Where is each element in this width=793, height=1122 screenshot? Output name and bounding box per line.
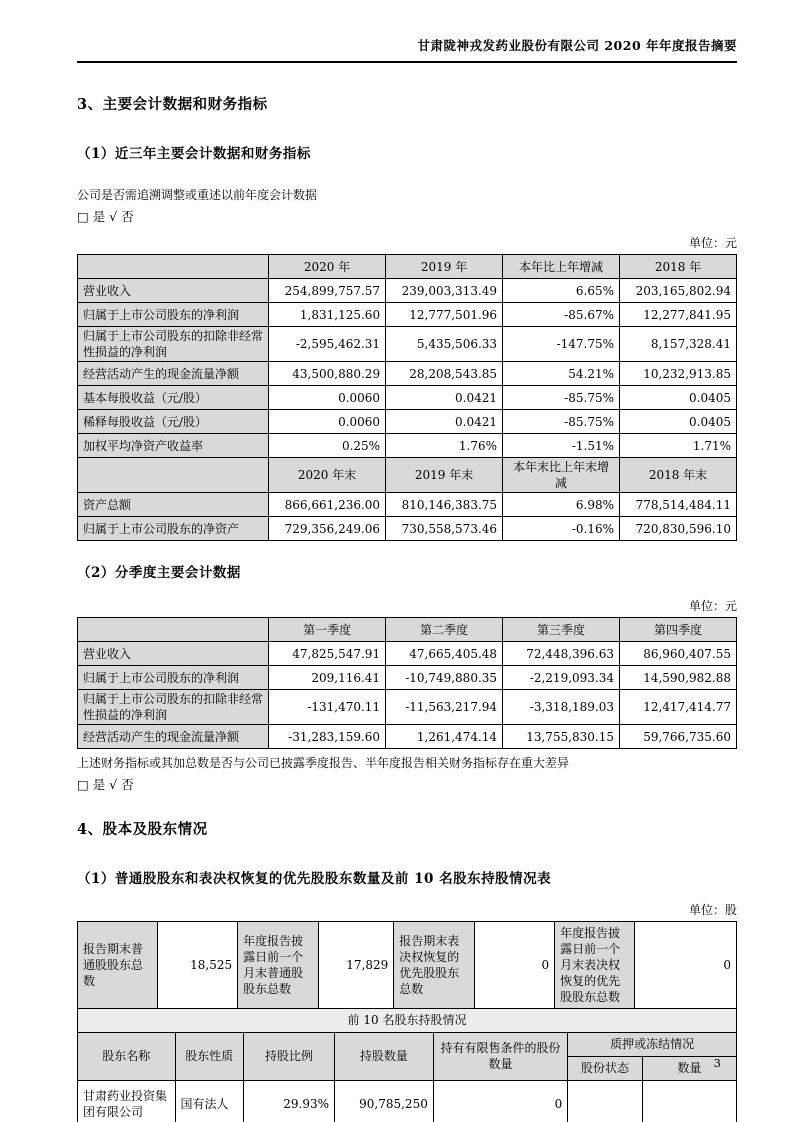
table-header-row-yearend [78, 458, 737, 493]
top10-shareholders-table [77, 1008, 737, 1122]
col-header: 第四季度 [620, 618, 737, 642]
shareholder-nature: 国有法人 [175, 1080, 244, 1122]
row-label: 基本每股收益（元/股） [78, 386, 269, 410]
cell-value: 0.0405 [620, 386, 737, 410]
row-label: 报告期末表决权恢复的优先股股东总数 [394, 922, 474, 1009]
cell-value: 28,208,543.85 [386, 362, 503, 386]
span-title-row [78, 1008, 737, 1032]
col-header-shareholder-name: 股东名称 [78, 1032, 176, 1080]
cell-value: 13,755,830.15 [503, 725, 620, 749]
table-row [78, 642, 737, 666]
row-label: 归属于上市公司股东的净资产 [78, 517, 269, 541]
cell-value: 1.71% [620, 434, 737, 458]
holding-ratio: 29.93% [244, 1080, 335, 1122]
cell-value: 0.0060 [269, 386, 386, 410]
row-label: 经营活动产生的现金流量净额 [78, 725, 269, 749]
row-label: 营业收入 [78, 642, 269, 666]
cell-value: 8,157,328.41 [620, 327, 737, 362]
cell-value: 14,590,982.88 [620, 666, 737, 690]
col-header: 本年末比上年末增减 [503, 458, 620, 493]
cell-value: 729,356,249.06 [269, 517, 386, 541]
table-row [78, 279, 737, 303]
row-label: 加权平均净资产收益率 [78, 434, 269, 458]
cell-value: -85.75% [503, 386, 620, 410]
table-row [78, 725, 737, 749]
section-4-1-title: （1）普通股股东和表决权恢复的优先股股东数量及前 10 名股东持股情况表 [77, 871, 552, 887]
col-header: 第一季度 [269, 618, 386, 642]
col-header-holding-count: 持股数量 [335, 1032, 434, 1080]
table-header-row [78, 255, 737, 279]
cell-value: 47,665,405.48 [386, 642, 503, 666]
cell-value: 1,831,125.60 [269, 303, 386, 327]
col-header: 2020 年 [269, 255, 386, 279]
table-row [78, 666, 737, 690]
col-header-shareholder-nature: 股东性质 [175, 1032, 244, 1080]
table-row [78, 410, 737, 434]
cell-value: 86,960,407.55 [620, 642, 737, 666]
restricted-shares: 0 [433, 1080, 567, 1122]
cell-value: 10,232,913.85 [620, 362, 737, 386]
unit-label-yuan-2: 单位：元 [688, 599, 737, 613]
cell-value: -31,283,159.60 [269, 725, 386, 749]
cell-value: 0.0421 [386, 386, 503, 410]
row-label: 经营活动产生的现金流量净额 [78, 362, 269, 386]
pledge-status [568, 1080, 642, 1122]
row-label: 归属于上市公司股东的净利润 [78, 303, 269, 327]
cell-value: -147.75% [503, 327, 620, 362]
cell-value: 0 [474, 922, 554, 1009]
cell-value: 59,766,735.60 [620, 725, 737, 749]
col-header: 2020 年末 [269, 458, 386, 493]
row-label: 年度报告披露日前一个月末普通股股东总数 [238, 922, 318, 1009]
pledge-count [642, 1080, 736, 1122]
cell-value: 254,899,757.57 [269, 279, 386, 303]
table-row [78, 303, 737, 327]
row-label: 年度报告披露日前一个月末表决权恢复的优先股股东总数 [555, 922, 635, 1009]
cell-value: 239,003,313.49 [386, 279, 503, 303]
col-header: 2019 年末 [386, 458, 503, 493]
col-header: 本年比上年增减 [503, 255, 620, 279]
cell-value: 43,500,880.29 [269, 362, 386, 386]
section-3-2-title: （2）分季度主要会计数据 [77, 565, 241, 581]
cell-value: -131,470.11 [269, 690, 386, 725]
cell-value: -1.51% [503, 434, 620, 458]
cell-value: 12,777,501.96 [386, 303, 503, 327]
row-label: 稀释每股收益（元/股） [78, 410, 269, 434]
row-label: 营业收入 [78, 279, 269, 303]
table-row [78, 517, 737, 541]
table-row [78, 386, 737, 410]
unit-label-shares: 单位：股 [688, 903, 737, 917]
table-row [78, 690, 737, 725]
cell-value: 12,277,841.95 [620, 303, 737, 327]
col-header: 第三季度 [503, 618, 620, 642]
cell-value: 866,661,236.00 [269, 493, 386, 517]
row-label: 归属于上市公司股东的净利润 [78, 666, 269, 690]
cell-value: -2,595,462.31 [269, 327, 386, 362]
row-label: 归属于上市公司股东的扣除非经常性损益的净利润 [78, 327, 269, 362]
section-3-1-title: （1）近三年主要会计数据和财务指标 [77, 146, 311, 162]
cell-value: 54.21% [503, 362, 620, 386]
cell-value: 209,116.41 [269, 666, 386, 690]
cell-value: 72,448,396.63 [503, 642, 620, 666]
cell-value: 0.0405 [620, 410, 737, 434]
col-header-holding-ratio: 持股比例 [244, 1032, 335, 1080]
col-header-pledge-count: 数量 [642, 1056, 736, 1080]
col-header-pledge-group: 质押或冻结情况 [568, 1032, 737, 1056]
cell-value: 0 [635, 922, 737, 1009]
cell-value: -3,318,189.03 [503, 690, 620, 725]
cell-value: 1,261,474.14 [386, 725, 503, 749]
cell-value: 17,829 [318, 922, 394, 1009]
restate-question: 公司是否需追溯调整或重述以前年度会计数据 [77, 188, 318, 202]
shareholder-counts-table [77, 921, 737, 1009]
col-header: 2019 年 [386, 255, 503, 279]
cell-value: 5,435,506.33 [386, 327, 503, 362]
holding-count: 90,785,250 [335, 1080, 434, 1122]
row-label: 资产总额 [78, 493, 269, 517]
table-row [78, 327, 737, 362]
col-header: 第二季度 [386, 618, 503, 642]
cell-value: 6.98% [503, 493, 620, 517]
col-header-restricted-shares: 持有有限售条件的股份数量 [433, 1032, 567, 1080]
row-label: 归属于上市公司股东的扣除非经常性损益的净利润 [78, 690, 269, 725]
annual-financials-table [77, 254, 737, 541]
cell-value: 0.0421 [386, 410, 503, 434]
page-header-title: 甘肃陇神戎发药业股份有限公司 2020 年年度报告摘要 [77, 36, 737, 63]
cell-value: 47,825,547.91 [269, 642, 386, 666]
shareholder-name: 甘肃药业投资集团有限公司 [78, 1080, 176, 1122]
table-row [78, 362, 737, 386]
section-3-title: 3、主要会计数据和财务指标 [77, 96, 268, 113]
cell-value: -10,749,880.35 [386, 666, 503, 690]
top10-span-title: 前 10 名股东持股情况 [78, 1008, 737, 1032]
col-header-pledge-status: 股份状态 [568, 1056, 642, 1080]
page-number: 3 [713, 1056, 721, 1070]
table-row [78, 434, 737, 458]
cell-value: 730,558,573.46 [386, 517, 503, 541]
table-header-row [78, 618, 737, 642]
cell-value: -85.67% [503, 303, 620, 327]
cell-value: -85.75% [503, 410, 620, 434]
cell-value: 0.25% [269, 434, 386, 458]
cell-value: 1.76% [386, 434, 503, 458]
table-row [78, 493, 737, 517]
quarterly-diff-question: 上述财务指标或其加总数是否与公司已披露季度报告、半年度报告相关财务指标存在重大差异 [77, 756, 570, 770]
restate-answer-checkboxes: □ 是 √ 否 [77, 209, 134, 224]
col-header: 2018 年末 [620, 458, 737, 493]
table-header-row [78, 1032, 737, 1056]
quarterly-financials-table [77, 617, 737, 749]
section-4-title: 4、股本及股东情况 [77, 821, 208, 838]
empty-corner-cell [78, 618, 269, 642]
cell-value: -0.16% [503, 517, 620, 541]
cell-value: -2,219,093.34 [503, 666, 620, 690]
cell-value: 18,525 [158, 922, 238, 1009]
cell-value: 810,146,383.75 [386, 493, 503, 517]
cell-value: 12,417,414.77 [620, 690, 737, 725]
cell-value: 778,514,484.11 [620, 493, 737, 517]
shareholder-row [78, 1080, 737, 1122]
empty-corner-cell [78, 458, 269, 493]
cell-value: 6.65% [503, 279, 620, 303]
quarterly-diff-answer-checkboxes: □ 是 √ 否 [77, 777, 134, 792]
cell-value: 0.0060 [269, 410, 386, 434]
cell-value: 203,165,802.94 [620, 279, 737, 303]
col-header: 2018 年 [620, 255, 737, 279]
cell-value: 720,830,596.10 [620, 517, 737, 541]
shareholder-counts-row [78, 922, 737, 1009]
row-label: 报告期末普通股股东总数 [78, 922, 158, 1009]
cell-value: -11,563,217.94 [386, 690, 503, 725]
empty-corner-cell [78, 255, 269, 279]
unit-label-yuan-1: 单位：元 [688, 236, 737, 250]
